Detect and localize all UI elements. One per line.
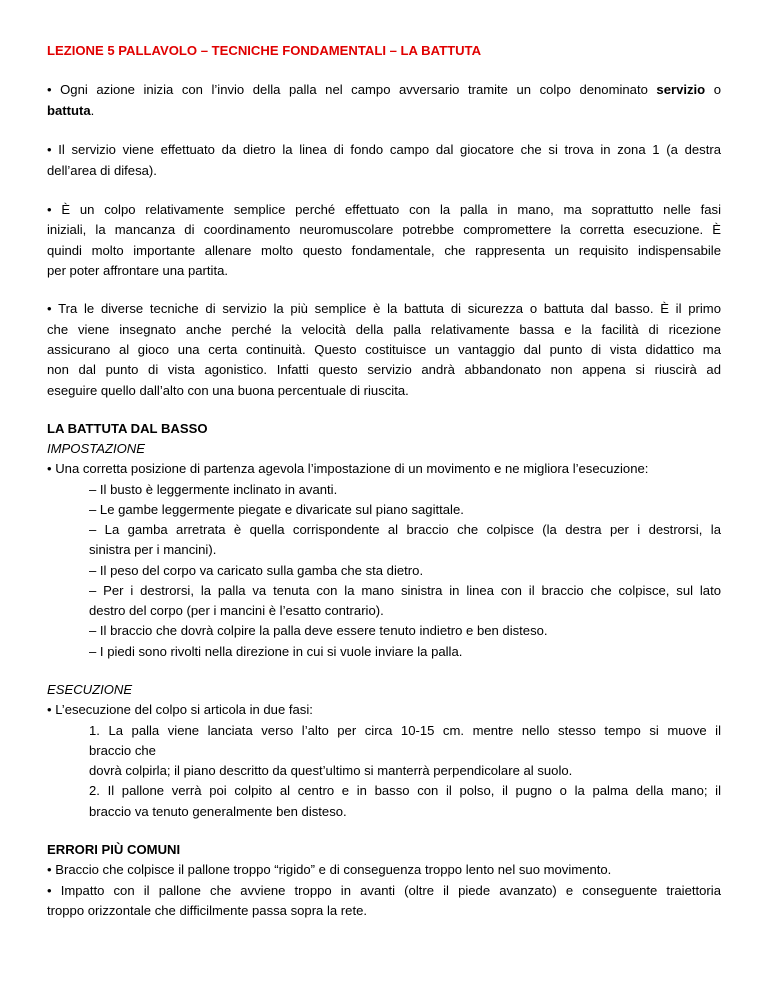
section-heading-battuta-dal-basso: LA BATTUTA DAL BASSO xyxy=(47,421,208,436)
paragraph-4-line-4: non dal punto di vista agonistico. Infatti questo servizio andrà abbandonato non appena si riuscirà ad xyxy=(47,362,721,377)
list-item: – I piedi sono rivolti nella direzione in cui si vuole inviare la palla. xyxy=(89,644,463,659)
impostazione-intro: • Una corretta posizione di partenza agevola l’impostazione di un movimento e ne migliora l’esecuzione: xyxy=(47,461,649,476)
term-battuta: battuta xyxy=(47,103,91,118)
paragraph-4-line-3: assicurano al gioco una certa continuità. Questo costituisce un vantaggio dal punto di vista didattico ma xyxy=(47,342,721,357)
subheading-esecuzione: ESECUZIONE xyxy=(47,682,133,697)
paragraph-4-line-1: • Tra le diverse tecniche di servizio la più semplice è la battuta di sicurezza o battuta dal basso. È il primo xyxy=(47,301,721,316)
list-item: – Il busto è leggermente inclinato in avanti. xyxy=(89,482,338,497)
error-item-2-line-1: • Impatto con il pallone che avviene troppo in avanti (oltre il piede avanzato) e conseguente traiettoria xyxy=(47,883,721,898)
step-1-line-3: dovrà colpirla; il piano descritto da quest’ultimo si manterrà perpendicolare al suolo. xyxy=(89,763,573,778)
section-heading-errori: ERRORI PIÙ COMUNI xyxy=(47,842,181,857)
step-1-line-2: braccio che xyxy=(89,743,156,758)
paragraph-2-line-2: dell’area di difesa). xyxy=(47,163,157,178)
paragraph-3-line-4: per poter affrontare una partita. xyxy=(47,263,229,278)
error-item-1: • Braccio che colpisce il pallone troppo “rigido” e di conseguenza troppo lento nel suo movimento. xyxy=(47,862,612,877)
paragraph-4-line-5: eseguire quello dall’alto con una buona percentuale di riuscita. xyxy=(47,383,409,398)
list-item: – Il peso del corpo va caricato sulla gamba che sta dietro. xyxy=(89,563,424,578)
list-item-continuation: sinistra per i mancini). xyxy=(89,542,217,557)
list-item: – La gamba arretrata è quella corrispondente al braccio che colpisce (la destra per i destrorsi, la xyxy=(89,522,721,537)
paragraph-1-line-1: • Ogni azione inizia con l’invio della palla nel campo avversario tramite un colpo denominato servizio o xyxy=(47,82,722,97)
step-2-line-1: 2. Il pallone verrà poi colpito al centro e in basso con il polso, il pugno o la palma della mano; il xyxy=(89,783,721,798)
paragraph-2-line-1: • Il servizio viene effettuato da dietro la linea di fondo campo dal giocatore che si trova in zona 1 (a destra xyxy=(47,142,721,157)
paragraph-3-line-3: quindi molto importante allenare molto questo fondamentale, che rappresenta un requisito indispensabile xyxy=(47,243,721,258)
paragraph-3-line-2: iniziali, la mancanza di coordinamento neuromuscolare potrebbe compromettere la corretta esecuzione. È xyxy=(47,222,721,237)
subheading-impostazione: IMPOSTAZIONE xyxy=(47,441,145,456)
list-item: – Le gambe leggermente piegate e divaricate sul piano sagittale. xyxy=(89,502,464,517)
paragraph-1-line-2: battuta. xyxy=(47,103,95,118)
error-item-2-line-2: troppo orizzontale che difficilmente passa sopra la rete. xyxy=(47,903,368,918)
paragraph-4-line-2: che viene insegnato anche perché la velocità della palla relativamente bassa e la facilità di ricezione xyxy=(47,322,721,337)
list-item: – Il braccio che dovrà colpire la palla deve essere tenuto indietro e ben disteso. xyxy=(89,623,548,638)
term-servizio: servizio xyxy=(656,82,706,97)
paragraph-3-line-1: • È un colpo relativamente semplice perché effettuato con la palla in mano, ma soprattutto nelle fasi xyxy=(47,202,721,217)
step-1-line-1: 1. La palla viene lanciata verso l’alto per circa 10-15 cm. mentre nello stesso tempo si muove il xyxy=(89,723,721,738)
esecuzione-intro: • L’esecuzione del colpo si articola in due fasi: xyxy=(47,702,313,717)
lesson-title: LEZIONE 5 PALLAVOLO – TECNICHE FONDAMENTALI – LA BATTUTA xyxy=(47,43,482,58)
list-item-continuation: destro del corpo (per i mancini è l’esatto contrario). xyxy=(89,603,384,618)
list-item: – Per i destrorsi, la palla va tenuta con la mano sinistra in linea con il braccio che colpisce, sul lato xyxy=(89,583,721,598)
step-2-line-2: braccio va tenuto generalmente ben disteso. xyxy=(89,804,347,819)
